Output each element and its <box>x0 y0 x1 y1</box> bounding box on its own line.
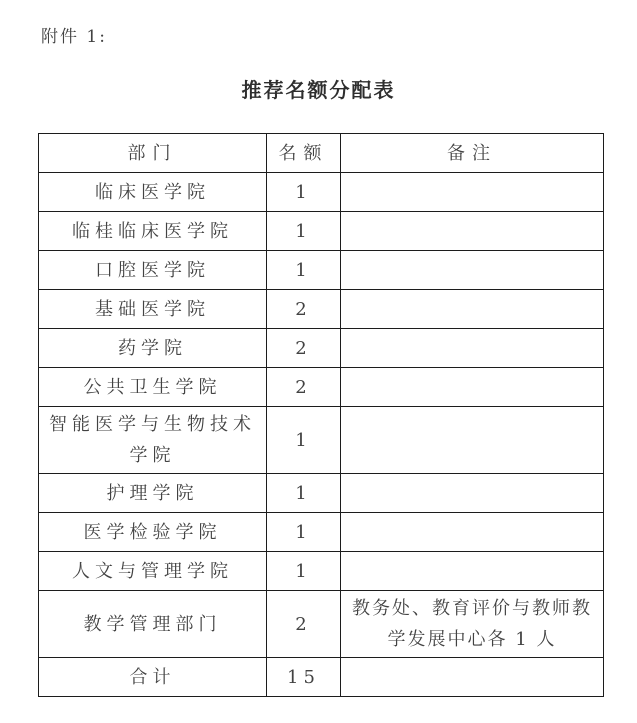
table-row <box>39 290 604 329</box>
department-cell: 药学院 <box>39 329 267 368</box>
department-cell: 临床医学院 <box>39 173 267 212</box>
remark-cell <box>341 251 604 290</box>
quota-cell: 1 <box>267 173 341 212</box>
department-cell: 智能医学与生物技术学院 <box>39 407 267 474</box>
department-cell: 基础医学院 <box>39 290 267 329</box>
remark-cell <box>341 368 604 407</box>
remark-cell <box>341 407 604 474</box>
table-row <box>39 329 604 368</box>
table-row <box>39 474 604 513</box>
remark-cell <box>341 513 604 552</box>
department-cell: 临桂临床医学院 <box>39 212 267 251</box>
table-row <box>39 212 604 251</box>
department-cell: 公共卫生学院 <box>39 368 267 407</box>
attachment-label: 附件 1: <box>41 27 107 47</box>
quota-cell: 1 <box>267 474 341 513</box>
remark-cell <box>341 290 604 329</box>
quota-cell: 2 <box>267 368 341 407</box>
table-row <box>39 368 604 407</box>
remark-cell <box>341 212 604 251</box>
table-row <box>39 513 604 552</box>
quota-cell: 2 <box>267 290 341 329</box>
remark-cell <box>341 329 604 368</box>
table-row <box>39 658 604 697</box>
department-cell: 人文与管理学院 <box>39 552 267 591</box>
department-cell: 护理学院 <box>39 474 267 513</box>
quota-cell: 1 <box>267 513 341 552</box>
remark-cell <box>341 658 604 697</box>
table-row <box>39 173 604 212</box>
quota-cell: 15 <box>267 658 341 697</box>
remark-cell: 教务处、教育评价与教师教学发展中心各 1 人 <box>341 591 604 658</box>
quota-allocation-table <box>38 133 604 697</box>
quota-cell: 2 <box>267 591 341 658</box>
quota-cell: 1 <box>267 212 341 251</box>
quota-cell: 2 <box>267 329 341 368</box>
header-row <box>39 134 604 173</box>
quota-cell: 1 <box>267 251 341 290</box>
header-department: 部门 <box>39 134 267 173</box>
department-cell: 合计 <box>39 658 267 697</box>
department-cell: 教学管理部门 <box>39 591 267 658</box>
header-quota: 名额 <box>267 134 341 173</box>
remark-cell <box>341 552 604 591</box>
department-cell: 医学检验学院 <box>39 513 267 552</box>
quota-cell: 1 <box>267 552 341 591</box>
table-row <box>39 591 604 658</box>
remark-cell <box>341 474 604 513</box>
table-row <box>39 251 604 290</box>
table-row <box>39 407 604 474</box>
header-remark: 备注 <box>341 134 604 173</box>
table-header <box>39 134 604 173</box>
table-row <box>39 552 604 591</box>
page-title: 推荐名额分配表 <box>241 78 396 102</box>
department-cell: 口腔医学院 <box>39 251 267 290</box>
quota-cell: 1 <box>267 407 341 474</box>
quota-table-body <box>39 173 604 697</box>
remark-cell <box>341 173 604 212</box>
